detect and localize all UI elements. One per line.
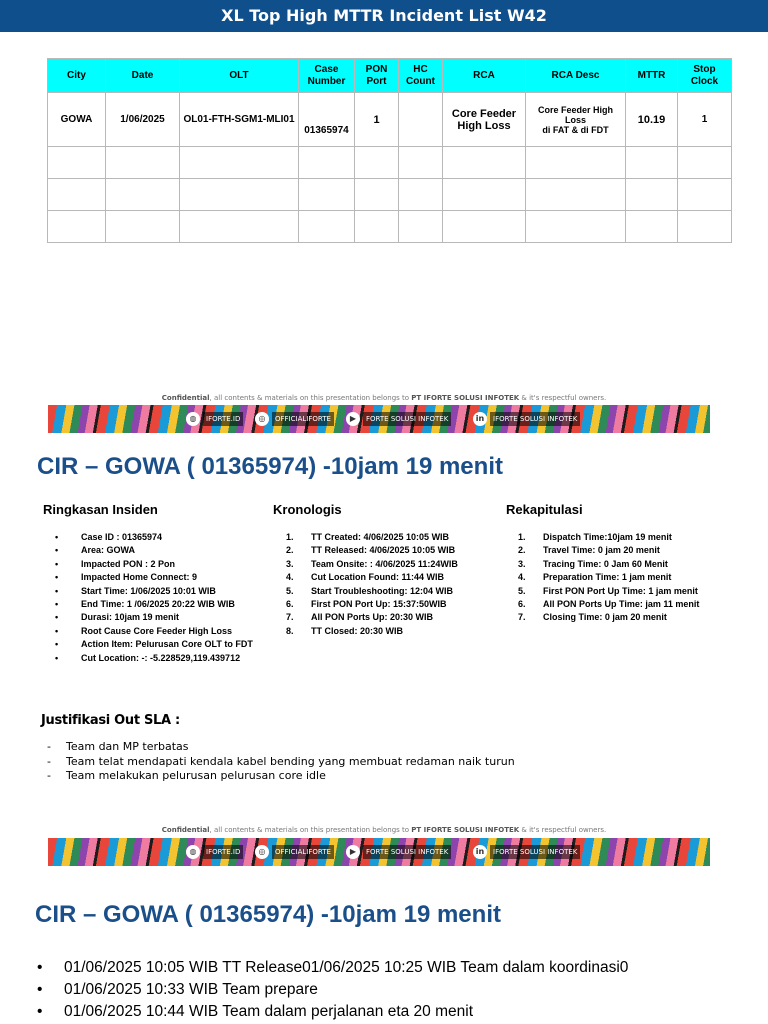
youtube-link[interactable]: ▶ FORTE SOLUSI INFOTEK bbox=[346, 845, 451, 859]
list-item: • Start Time: 1/06/2025 10:01 WIB bbox=[41, 585, 271, 598]
linkedin-link[interactable]: in IFORTE SOLUSI INFOTEK bbox=[473, 845, 580, 859]
header-mttr: MTTR bbox=[626, 59, 678, 93]
list-item: 7. Closing Time: 0 jam 20 menit bbox=[518, 612, 667, 623]
list-item: • 01/06/2025 10:05 WIB TT Release01/06/2025 10:25 WIB Team dalam koordinasi0 bbox=[37, 957, 628, 979]
cir-title: CIR – GOWA ( 01365974) -10jam 19 menit bbox=[37, 453, 503, 480]
list-item: 5. First PON Port Up Time: 1 jam menit bbox=[518, 585, 698, 596]
timeline-list bbox=[37, 957, 628, 1023]
list-item: • Root Cause Core Feeder High Loss bbox=[41, 625, 271, 638]
list-item: • Cut Location: -: -5.228529,119.439712 bbox=[41, 652, 271, 665]
list-item: • Action Item: Pelurusan Core OLT to FDT bbox=[41, 638, 271, 651]
globe-icon: ◍ bbox=[186, 412, 200, 426]
footer-banner bbox=[48, 838, 710, 866]
kronologis-heading: Kronologis bbox=[273, 502, 342, 517]
rekapitulasi-list bbox=[505, 531, 745, 625]
footer-banner bbox=[48, 405, 710, 433]
youtube-link[interactable]: ▶ FORTE SOLUSI INFOTEK bbox=[346, 412, 451, 426]
report-title: XL Top High MTTR Incident List W42 bbox=[0, 0, 768, 32]
instagram-link[interactable]: ◎ OFFICIALIFORTE bbox=[255, 412, 334, 426]
header-date: Date bbox=[106, 59, 180, 93]
list-item: 2. TT Released: 4/06/2025 10:05 WIB bbox=[286, 545, 456, 556]
web-link[interactable]: ◍ IFORTE.ID bbox=[186, 845, 243, 859]
cell-hc-count bbox=[399, 93, 443, 147]
cir-title: CIR – GOWA ( 01365974) -10jam 19 menit bbox=[35, 901, 501, 928]
justifikasi-heading: Justifikasi Out SLA : bbox=[41, 713, 180, 728]
header-pon-port: PON Port bbox=[355, 59, 399, 93]
list-item: 3. Tracing Time: 0 Jam 60 Menit bbox=[518, 558, 668, 569]
list-item: • Durasi: 10jam 19 menit bbox=[41, 611, 271, 624]
cell-olt: OL01-FTH-SGM1-MLI01 bbox=[180, 93, 299, 147]
header-rca: RCA bbox=[443, 59, 526, 93]
list-item: • 01/06/2025 10:33 WIB Team prepare bbox=[37, 979, 628, 1001]
list-item: 8. TT Closed: 20:30 WIB bbox=[286, 625, 404, 636]
cell-rca-desc bbox=[526, 93, 626, 147]
list-item: - Team dan MP terbatas bbox=[41, 740, 515, 755]
list-item: • Area: GOWA bbox=[41, 544, 271, 557]
cell-date: 1/06/2025 bbox=[106, 93, 180, 147]
list-item: • Case ID : 01365974 bbox=[41, 531, 271, 544]
cell-pon-port: 1 bbox=[355, 93, 399, 147]
linkedin-link[interactable]: in IFORTE SOLUSI INFOTEK bbox=[473, 412, 580, 426]
rekapitulasi-heading: Rekapitulasi bbox=[506, 502, 583, 517]
header-case-number: Case Number bbox=[299, 59, 355, 93]
kronologis-list bbox=[273, 531, 503, 638]
case-number-value: 01365974 bbox=[304, 125, 349, 136]
list-item: 4. Cut Location Found: 11:44 WIB bbox=[286, 572, 444, 583]
cell-rca: Core Feeder High Loss bbox=[443, 93, 526, 147]
list-item: 6. All PON Ports Up Time: jam 11 menit bbox=[518, 599, 700, 610]
list-item: 7. All PON Ports Up: 20:30 WIB bbox=[286, 612, 434, 623]
table-row bbox=[48, 93, 732, 147]
list-item: 1. TT Created: 4/06/2025 10:05 WIB bbox=[286, 532, 450, 542]
header-stop-clock: Stop Clock bbox=[678, 59, 732, 93]
table-header-row bbox=[48, 59, 732, 93]
instagram-icon: ◎ bbox=[255, 845, 269, 859]
cell-case-number bbox=[299, 93, 355, 147]
confidential-note: Confidential, all contents & materials on this presentation belongs to PT IFORTE SOLUSI INFOTEK & it's respectful owners. bbox=[161, 826, 607, 834]
list-item: 5. Start Troubleshooting: 12:04 WIB bbox=[286, 585, 454, 596]
header-city: City bbox=[48, 59, 106, 93]
youtube-icon: ▶ bbox=[346, 845, 360, 859]
cell-city: GOWA bbox=[48, 93, 106, 147]
instagram-link[interactable]: ◎ OFFICIALIFORTE bbox=[255, 845, 334, 859]
globe-icon: ◍ bbox=[186, 845, 200, 859]
instagram-icon: ◎ bbox=[255, 412, 269, 426]
incident-table bbox=[47, 58, 732, 243]
table-row-empty bbox=[48, 211, 732, 243]
list-item: • Impacted PON : 2 Pon bbox=[41, 558, 271, 571]
cell-stop-clock: 1 bbox=[678, 93, 732, 147]
table-row-empty bbox=[48, 179, 732, 211]
list-item: 1. Dispatch Time:10jam 19 menit bbox=[518, 532, 672, 542]
ringkasan-list bbox=[41, 531, 271, 665]
ringkasan-heading: Ringkasan Insiden bbox=[43, 502, 158, 517]
youtube-icon: ▶ bbox=[346, 412, 360, 426]
list-item: - Team melakukan pelurusan pelurusan core idle bbox=[41, 769, 515, 784]
list-item: • End Time: 1 /06/2025 20:22 WIB WIB bbox=[41, 598, 271, 611]
table-row-empty bbox=[48, 147, 732, 179]
linkedin-icon: in bbox=[473, 845, 487, 859]
header-hc-count: HC Count bbox=[399, 59, 443, 93]
confidential-note: Confidential, all contents & materials on this presentation belongs to PT IFORTE SOLUSI INFOTEK & it's respectful owners. bbox=[161, 394, 607, 402]
rca-desc-line1: Core Feeder High Loss bbox=[537, 104, 613, 125]
rca-desc-line2: di FAT & di FDT bbox=[542, 124, 609, 135]
list-item: 6. First PON Port Up: 15:37:50WIB bbox=[286, 599, 447, 610]
header-olt: OLT bbox=[180, 59, 299, 93]
list-item: - Team telat mendapati kendala kabel bending yang membuat redaman naik turun bbox=[41, 755, 515, 770]
web-link[interactable]: ◍ IFORTE.ID bbox=[186, 412, 243, 426]
header-rca-desc: RCA Desc bbox=[526, 59, 626, 93]
list-item: • Impacted Home Connect: 9 bbox=[41, 571, 271, 584]
list-item: 3. Team Onsite: : 4/06/2025 11:24WIB bbox=[286, 558, 458, 569]
linkedin-icon: in bbox=[473, 412, 487, 426]
cell-mttr: 10.19 bbox=[626, 93, 678, 147]
list-item: • 01/06/2025 10:44 WIB Team dalam perjalanan eta 20 menit bbox=[37, 1001, 628, 1023]
list-item: 2. Travel Time: 0 jam 20 menit bbox=[518, 545, 660, 556]
list-item: 4. Preparation Time: 1 jam menit bbox=[518, 572, 672, 583]
justifikasi-list bbox=[41, 740, 515, 784]
